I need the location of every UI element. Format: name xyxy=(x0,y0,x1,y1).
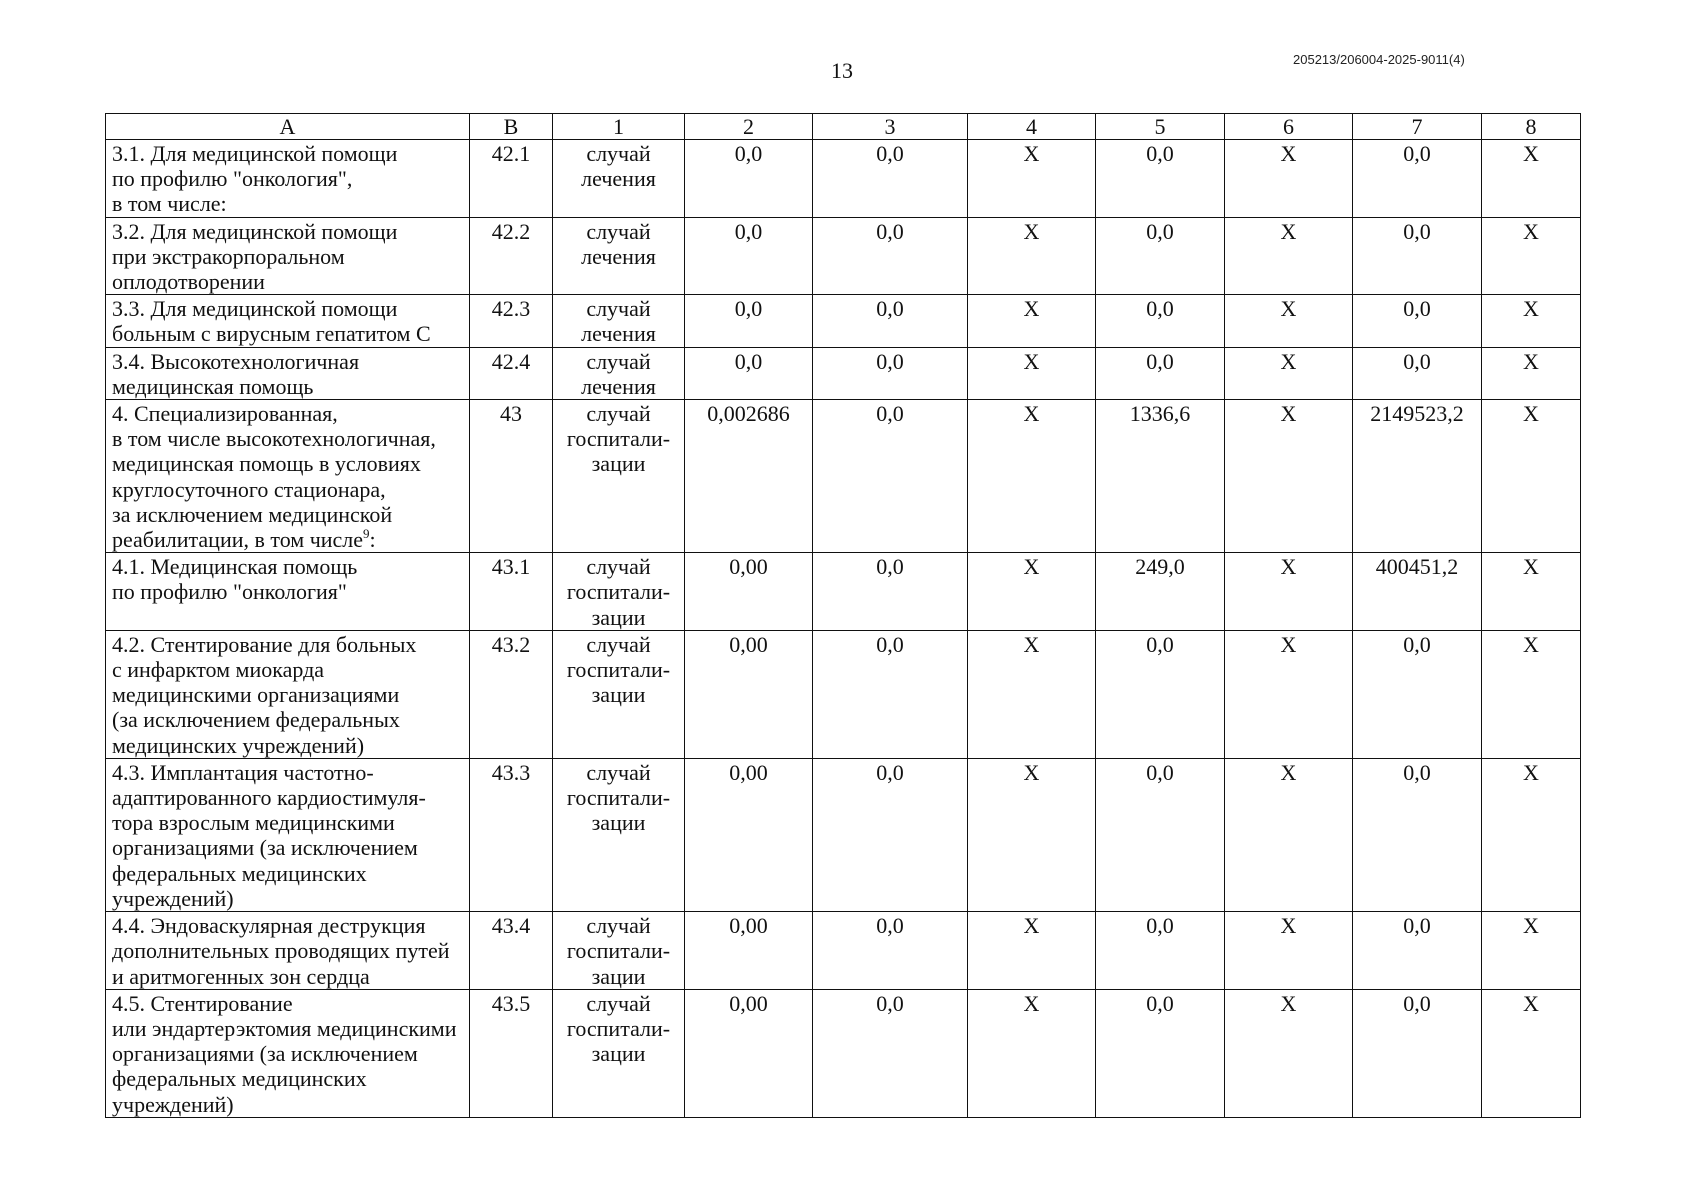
cell-6 xyxy=(1225,295,1353,347)
cell-text: X xyxy=(1523,296,1539,322)
cell-text: X xyxy=(1523,218,1539,244)
cell-b xyxy=(470,400,553,553)
cell-6 xyxy=(1225,140,1353,218)
data-table xyxy=(105,113,1581,1118)
cell-text: X xyxy=(1023,296,1040,322)
cell-text: 0,00 xyxy=(729,554,768,580)
cell-8 xyxy=(1482,989,1581,1117)
cell-text: случай лечения xyxy=(581,141,656,192)
cell-2 xyxy=(685,347,813,399)
cell-7 xyxy=(1353,400,1482,553)
cell-text: 42.2 xyxy=(491,218,531,244)
cell-b xyxy=(470,758,553,911)
cell-text: случай лечения xyxy=(581,218,656,269)
cell-3 xyxy=(813,630,968,758)
cell-8 xyxy=(1482,630,1581,758)
cell-text: X xyxy=(1023,218,1040,244)
cell-text: 0,0 xyxy=(1403,759,1431,785)
cell-4 xyxy=(968,400,1096,553)
cell-text: 400451,2 xyxy=(1375,554,1459,580)
cell-text: 0,00 xyxy=(729,631,768,657)
cell-a xyxy=(106,758,470,911)
cell-text: X xyxy=(1280,631,1297,657)
cell-text: X xyxy=(1280,759,1297,785)
cell-3 xyxy=(813,295,968,347)
cell-b xyxy=(470,295,553,347)
cell-text: 4.4. Эндоваскулярная деструкция дополнительных проводящих путей и аритмогенных зон сердца xyxy=(112,913,450,989)
cell-text: 0,00 xyxy=(729,759,768,785)
cell-6 xyxy=(1225,630,1353,758)
cell-text: 4. Специализированная, в том числе высокотехнологичная, медицинская помощь в условиях круглосуточного стационара, за исключением медицинской реабилитации, в том числе xyxy=(112,401,436,553)
cell-text: 0,0 xyxy=(876,141,904,166)
cell-7 xyxy=(1353,295,1482,347)
cell-text: 249,0 xyxy=(1135,554,1185,580)
cell-text: 0,0 xyxy=(1403,913,1431,939)
cell-1 xyxy=(553,758,685,911)
cell-text: 0,0 xyxy=(876,218,904,244)
cell-4 xyxy=(968,217,1096,295)
cell-7 xyxy=(1353,553,1482,631)
cell-5 xyxy=(1096,140,1225,218)
cell-8 xyxy=(1482,400,1581,553)
table-body xyxy=(106,140,1581,1118)
header-cell-8: 8 xyxy=(1482,114,1581,140)
cell-text: X xyxy=(1280,348,1297,374)
cell-b xyxy=(470,553,553,631)
cell-text: X xyxy=(1023,348,1040,374)
cell-text: 0,0 xyxy=(1146,348,1174,374)
cell-5 xyxy=(1096,217,1225,295)
cell-7 xyxy=(1353,758,1482,911)
cell-text: X xyxy=(1523,348,1539,374)
cell-text: 0,0 xyxy=(1146,913,1174,939)
cell-4 xyxy=(968,347,1096,399)
cell-text: 3.1. Для медицинской помощи по профилю "онкология", в том числе: xyxy=(112,141,398,217)
table-header xyxy=(106,114,1581,140)
cell-text: случай госпитали- зации xyxy=(566,913,671,989)
cell-3 xyxy=(813,400,968,553)
cell-5 xyxy=(1096,295,1225,347)
cell-2 xyxy=(685,989,813,1117)
header-cell-4: 4 xyxy=(968,114,1096,140)
cell-1 xyxy=(553,912,685,990)
cell-2 xyxy=(685,140,813,218)
cell-text: X xyxy=(1280,296,1297,322)
cell-text: 42.4 xyxy=(491,348,531,374)
table-row xyxy=(106,140,1581,218)
cell-b xyxy=(470,217,553,295)
document-id: 205213/206004-2025-9011(4) xyxy=(1293,52,1465,67)
cell-a xyxy=(106,347,470,399)
cell-1 xyxy=(553,630,685,758)
cell-text: X xyxy=(1023,554,1040,580)
cell-text: 43.1 xyxy=(491,554,531,580)
cell-text: 0,00 xyxy=(729,913,768,939)
cell-a xyxy=(106,140,470,218)
cell-text: 4.2. Стентирование для больных с инфарктом миокарда медицинскими организациями (за исключением федеральных медицинских учреждений) xyxy=(112,631,417,758)
cell-text: X xyxy=(1023,913,1040,939)
cell-text: 0,0 xyxy=(876,554,904,580)
cell-4 xyxy=(968,630,1096,758)
cell-text: 4.1. Медицинская помощь по профилю "онкология" xyxy=(112,554,358,605)
cell-text: 43.3 xyxy=(491,759,531,785)
cell-a xyxy=(106,912,470,990)
cell-text: 42.1 xyxy=(491,141,531,166)
cell-a xyxy=(106,630,470,758)
cell-text: случай госпитали- зации xyxy=(566,631,671,708)
cell-8 xyxy=(1482,758,1581,911)
cell-text: 1336,6 xyxy=(1129,401,1191,427)
cell-text: 0,00 xyxy=(729,990,768,1016)
cell-text: 0,0 xyxy=(876,913,904,939)
cell-b xyxy=(470,630,553,758)
cell-a xyxy=(106,295,470,347)
cell-text: 0,0 xyxy=(1146,218,1174,244)
header-cell-1: 1 xyxy=(553,114,685,140)
cell-3 xyxy=(813,347,968,399)
cell-text: X xyxy=(1023,401,1040,427)
cell-text: 0,0 xyxy=(1403,218,1431,244)
cell-a xyxy=(106,989,470,1117)
cell-text: случай госпитали- зации xyxy=(566,990,671,1067)
header-cell-7: 7 xyxy=(1353,114,1482,140)
cell-text: 3.3. Для медицинской помощи больным с вирусным гепатитом С xyxy=(112,296,431,347)
cell-8 xyxy=(1482,140,1581,218)
cell-3 xyxy=(813,217,968,295)
cell-4 xyxy=(968,140,1096,218)
table-row xyxy=(106,912,1581,990)
cell-text: 43 xyxy=(500,401,522,427)
cell-4 xyxy=(968,295,1096,347)
cell-4 xyxy=(968,553,1096,631)
cell-5 xyxy=(1096,553,1225,631)
cell-7 xyxy=(1353,347,1482,399)
cell-text: X xyxy=(1523,990,1539,1016)
table-row xyxy=(106,217,1581,295)
cell-text: 0,0 xyxy=(876,348,904,374)
cell-text: 0,0 xyxy=(734,348,763,374)
cell-text: X xyxy=(1523,401,1539,427)
cell-5 xyxy=(1096,347,1225,399)
cell-1 xyxy=(553,140,685,218)
footnote-suffix: : xyxy=(369,527,376,553)
cell-a xyxy=(106,217,470,295)
cell-text: X xyxy=(1523,631,1539,657)
header-cell-2: 2 xyxy=(685,114,813,140)
cell-2 xyxy=(685,295,813,347)
cell-2 xyxy=(685,912,813,990)
cell-b xyxy=(470,347,553,399)
cell-text: 0,0 xyxy=(734,141,763,166)
cell-7 xyxy=(1353,630,1482,758)
cell-6 xyxy=(1225,758,1353,911)
cell-6 xyxy=(1225,553,1353,631)
cell-text: 0,0 xyxy=(876,990,904,1016)
table-row xyxy=(106,630,1581,758)
cell-text: X xyxy=(1280,554,1297,580)
cell-3 xyxy=(813,553,968,631)
cell-text: X xyxy=(1523,913,1539,939)
cell-2 xyxy=(685,553,813,631)
cell-text: X xyxy=(1023,759,1040,785)
cell-text: 0,0 xyxy=(1403,296,1431,322)
header-cell-5: 5 xyxy=(1096,114,1225,140)
cell-2 xyxy=(685,400,813,553)
cell-text: X xyxy=(1280,218,1297,244)
cell-4 xyxy=(968,989,1096,1117)
table-header-row xyxy=(106,114,1581,140)
cell-4 xyxy=(968,912,1096,990)
cell-text: случай госпитали- зации xyxy=(566,554,671,630)
cell-1 xyxy=(553,553,685,631)
cell-text: 42.3 xyxy=(491,296,531,322)
cell-b xyxy=(470,140,553,218)
cell-3 xyxy=(813,912,968,990)
cell-text: случай госпитали- зации xyxy=(566,401,671,477)
table-row xyxy=(106,295,1581,347)
cell-text: X xyxy=(1523,554,1539,580)
cell-1 xyxy=(553,217,685,295)
cell-4 xyxy=(968,758,1096,911)
cell-1 xyxy=(553,989,685,1117)
cell-text: 43.4 xyxy=(491,913,531,939)
cell-2 xyxy=(685,217,813,295)
cell-text: 0,0 xyxy=(1146,141,1174,166)
cell-5 xyxy=(1096,912,1225,990)
cell-text: X xyxy=(1280,913,1297,939)
cell-text: 0,0 xyxy=(1146,296,1174,322)
table-row xyxy=(106,758,1581,911)
cell-text: 0,0 xyxy=(1146,990,1174,1016)
cell-3 xyxy=(813,989,968,1117)
cell-text: 0,0 xyxy=(1403,631,1431,657)
cell-8 xyxy=(1482,347,1581,399)
cell-6 xyxy=(1225,912,1353,990)
cell-text: X xyxy=(1023,990,1040,1016)
cell-text: 0,0 xyxy=(734,218,763,244)
cell-7 xyxy=(1353,912,1482,990)
cell-text: 0,0 xyxy=(1146,631,1174,657)
cell-7 xyxy=(1353,989,1482,1117)
cell-6 xyxy=(1225,347,1353,399)
table-row xyxy=(106,347,1581,399)
page-number: 13 xyxy=(831,58,853,83)
cell-3 xyxy=(813,758,968,911)
cell-1 xyxy=(553,347,685,399)
cell-3 xyxy=(813,140,968,218)
cell-text: X xyxy=(1280,141,1297,166)
cell-text: X xyxy=(1023,631,1040,657)
cell-text: случай госпитали- зации xyxy=(566,759,671,836)
cell-1 xyxy=(553,295,685,347)
header-cell-6: 6 xyxy=(1225,114,1353,140)
cell-text: 0,002686 xyxy=(707,401,790,427)
cell-2 xyxy=(685,758,813,911)
cell-text: X xyxy=(1280,401,1297,427)
cell-8 xyxy=(1482,912,1581,990)
cell-text: 0,0 xyxy=(876,631,904,657)
cell-text: X xyxy=(1280,990,1297,1016)
cell-7 xyxy=(1353,140,1482,218)
cell-b xyxy=(470,912,553,990)
cell-6 xyxy=(1225,989,1353,1117)
cell-5 xyxy=(1096,400,1225,553)
footnote-mark: 9 xyxy=(363,526,370,542)
cell-5 xyxy=(1096,989,1225,1117)
cell-text: 0,0 xyxy=(1146,759,1174,785)
cell-text: 3.4. Высокотехнологичная медицинская помощь xyxy=(112,348,360,399)
cell-text: 0,0 xyxy=(876,401,904,427)
table-row xyxy=(106,989,1581,1117)
header-cell-3: 3 xyxy=(813,114,968,140)
cell-6 xyxy=(1225,217,1353,295)
cell-text: X xyxy=(1023,141,1040,166)
header-cell-a: A xyxy=(106,114,470,140)
cell-text: X xyxy=(1523,141,1539,166)
table-row xyxy=(106,553,1581,631)
cell-text: случай лечения xyxy=(581,296,656,347)
cell-6 xyxy=(1225,400,1353,553)
cell-text: X xyxy=(1523,759,1539,785)
cell-text: 0,0 xyxy=(1403,990,1431,1016)
table-row xyxy=(106,400,1581,553)
cell-8 xyxy=(1482,553,1581,631)
cell-text: 0,0 xyxy=(1403,141,1431,166)
cell-8 xyxy=(1482,295,1581,347)
cell-text: 43.2 xyxy=(491,631,531,657)
cell-a xyxy=(106,400,470,553)
cell-text: 0,0 xyxy=(1403,348,1431,374)
cell-7 xyxy=(1353,217,1482,295)
cell-text: 0,0 xyxy=(876,759,904,785)
cell-8 xyxy=(1482,217,1581,295)
cell-5 xyxy=(1096,758,1225,911)
cell-text: 0,0 xyxy=(734,296,763,322)
cell-text: 3.2. Для медицинской помощи при экстракорпоральном оплодотворении xyxy=(112,218,398,295)
cell-text: 4.5. Стентирование или эндартерэктомия медицинскими организациями (за исключением федеральных медицинских учреждений) xyxy=(112,990,457,1117)
cell-text: 4.3. Имплантация частотно- адаптированного кардиостимуля- тора взрослым медицинскими организациями (за исключением федеральных медицинских учреждений) xyxy=(112,759,426,911)
cell-5 xyxy=(1096,630,1225,758)
cell-2 xyxy=(685,630,813,758)
cell-a xyxy=(106,553,470,631)
cell-1 xyxy=(553,400,685,553)
header-cell-b: B xyxy=(470,114,553,140)
cell-text: случай лечения xyxy=(581,348,656,399)
cell-text: 43.5 xyxy=(491,990,531,1016)
cell-text: 0,0 xyxy=(876,296,904,322)
cell-b xyxy=(470,989,553,1117)
cell-text: 2149523,2 xyxy=(1370,401,1464,427)
